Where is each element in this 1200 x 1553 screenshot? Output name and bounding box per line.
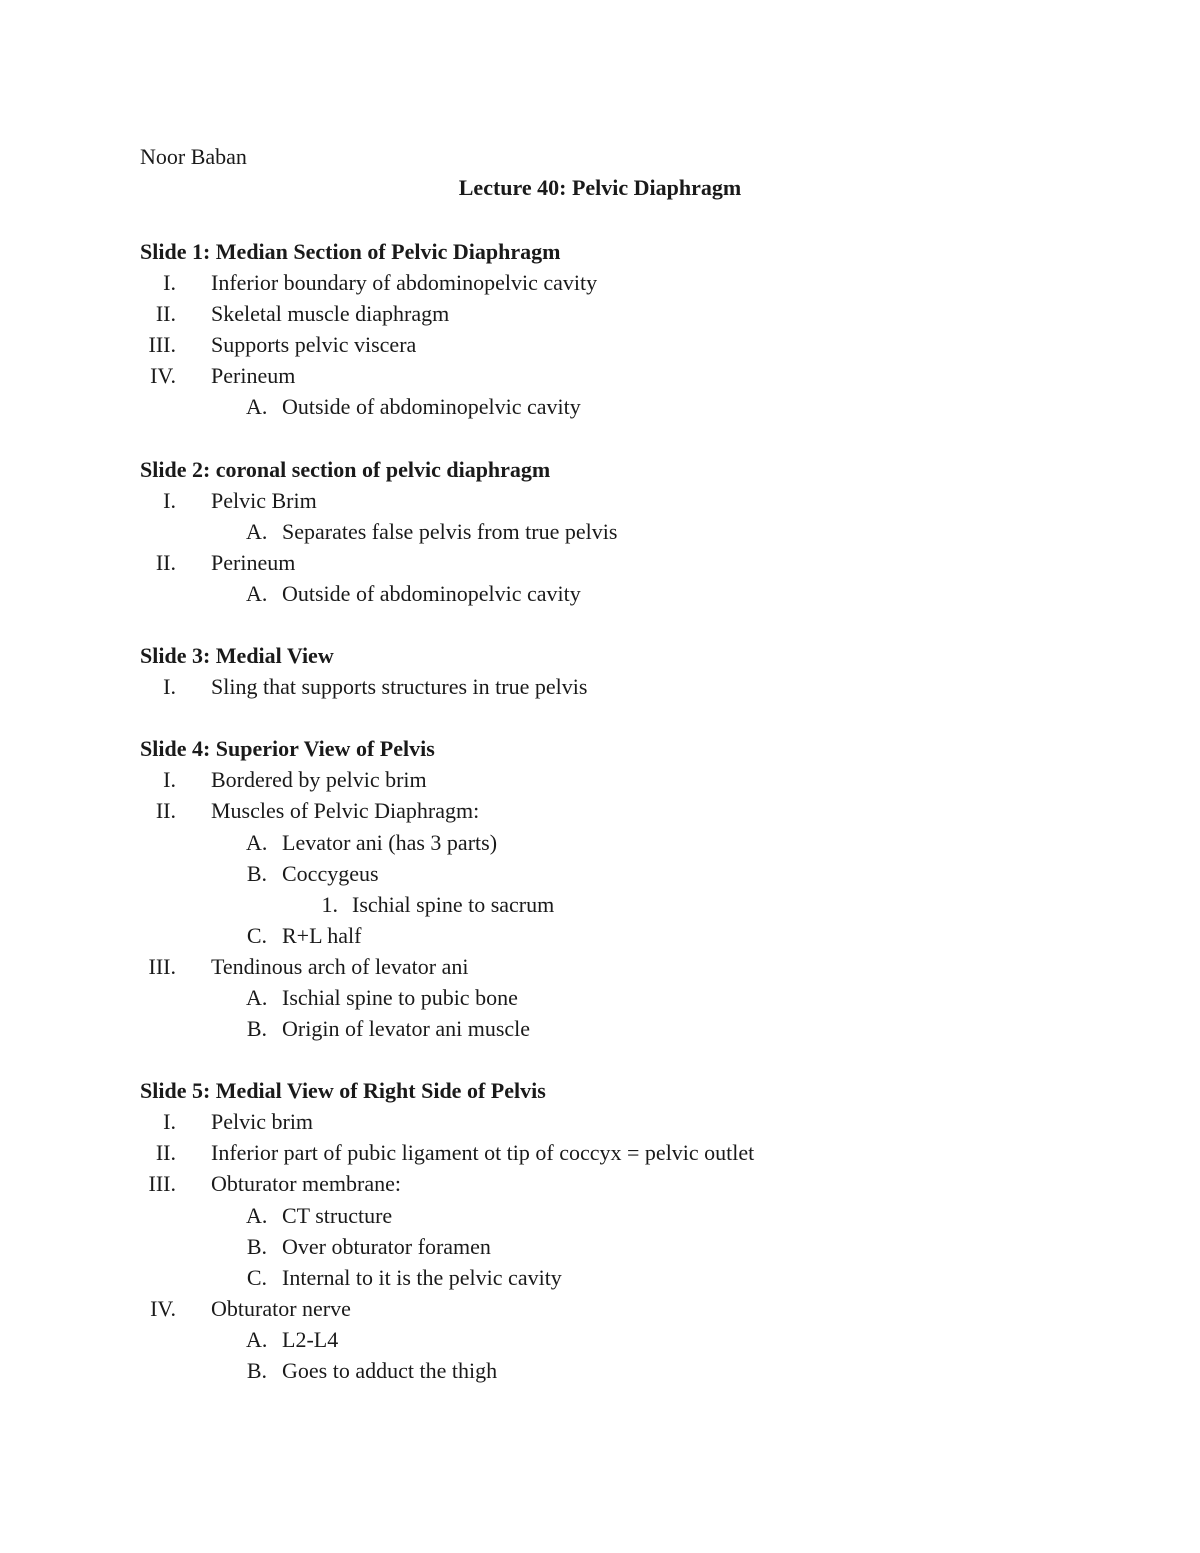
item-text: Levator ani (has 3 parts) [282,829,498,855]
outline-item-level-1 [140,795,1100,826]
item-text: Outside of abdominopelvic cavity [282,394,581,420]
outline-item-level-2 [140,1355,1100,1386]
item-number: II. [155,1140,176,1166]
item-text: Internal to it is the pelvic cavity [282,1264,562,1290]
outline-item-level-2 [140,920,1100,951]
item-text: Tendinous arch of levator ani [211,953,469,979]
outline-item-level-2 [140,858,1100,889]
outline-item-level-2 [140,1262,1100,1293]
item-text: Pelvic Brim [211,487,317,513]
item-text: Ischial spine to pubic bone [282,984,518,1010]
outline-item-level-1 [140,1293,1100,1324]
outline-item-level-2 [140,391,1100,422]
item-number: A. [246,580,268,606]
item-number: III. [148,1171,176,1197]
slide-section [140,733,1100,1044]
item-text: Supports pelvic viscera [211,332,417,358]
item-number: IV. [150,363,176,389]
item-number: I. [163,674,176,700]
item-text: R+L half [282,922,362,948]
outline-item-level-1 [140,298,1100,329]
section-heading: Slide 2: coronal section of pelvic diaphragm [140,456,551,482]
outline-item-level-2 [140,516,1100,547]
item-text: Obturator membrane: [211,1171,401,1197]
document-title: Lecture 40: Pelvic Diaphragm [458,175,742,200]
outline-item-level-2 [140,578,1100,609]
outline-item-level-2 [140,1324,1100,1355]
outline-item-level-3 [140,889,1100,920]
outline-item-level-1 [140,485,1100,516]
outline-item-level-1 [140,360,1100,391]
item-number: I. [163,767,176,793]
item-text: Goes to adduct the thigh [282,1358,498,1383]
item-number: III. [148,332,176,358]
outline-item-level-1 [140,764,1100,795]
item-text: L2-L4 [282,1326,339,1352]
item-number: II. [155,798,176,824]
item-text: Sling that supports structures in true pelvis [211,674,588,700]
item-number: II. [155,549,176,575]
item-number: B. [246,860,267,886]
item-text: Separates false pelvis from true pelvis [282,518,618,544]
item-text: Bordered by pelvic brim [211,767,427,793]
item-number: I. [163,487,176,513]
item-number: B. [246,1016,267,1042]
item-number: C. [246,922,267,948]
item-text: Skeletal muscle diaphragm [211,301,450,327]
item-text: Outside of abdominopelvic cavity [282,580,581,606]
outline-item-level-2 [140,1231,1100,1262]
item-number: A. [246,984,268,1010]
item-text: Pelvic brim [211,1109,314,1135]
outline-item-level-1 [140,547,1100,578]
item-number: II. [155,301,176,327]
item-text: Perineum [211,363,296,389]
outline-item-level-1 [140,1106,1100,1137]
item-text: Over obturator foramen [282,1233,491,1259]
item-text: Inferior part of pubic ligament ot tip of coccyx = pelvic outlet [211,1140,755,1166]
outline-item-level-1 [140,951,1100,982]
item-number: C. [246,1264,267,1290]
item-number: A. [246,394,268,420]
outline-item-level-1 [140,267,1100,298]
slide-section [140,1075,1100,1386]
item-number: A. [246,829,268,855]
item-number: 1. [321,891,338,917]
item-text: Muscles of Pelvic Diaphragm: [211,798,480,824]
item-text: CT structure [282,1202,393,1228]
item-number: B. [246,1233,267,1259]
outline-item-level-2 [140,1200,1100,1231]
item-text: Obturator nerve [211,1295,351,1321]
slide-section [140,454,1100,609]
outline-item-level-1 [140,1168,1100,1199]
section-heading: Slide 4: Superior View of Pelvis [140,736,435,762]
item-number: III. [148,953,176,979]
item-number: A. [246,1202,268,1228]
item-text: Ischial spine to sacrum [352,891,555,917]
section-heading: Slide 5: Medial View of Right Side of Pelvis [140,1078,546,1104]
item-text: Inferior boundary of abdominopelvic cavity [211,270,598,296]
outline-item-level-1 [140,671,1100,702]
outline-item-level-2 [140,982,1100,1013]
item-number: A. [246,518,268,544]
outline-item-level-2 [140,827,1100,858]
slide-section [140,236,1100,423]
section-heading: Slide 1: Median Section of Pelvic Diaphragm [140,239,561,264]
lecture-notes [140,236,1100,1417]
item-number: IV. [150,1295,176,1321]
item-number: A. [246,1326,268,1352]
item-text: Origin of levator ani muscle [282,1016,531,1042]
section-heading: Slide 3: Medial View [140,643,334,669]
author-name: Noor Baban [140,144,247,169]
slide-section [140,640,1100,702]
outline-item-level-2 [140,1013,1100,1044]
item-number: I. [163,270,176,296]
outline-item-level-1 [140,1137,1100,1168]
outline-item-level-1 [140,329,1100,360]
item-text: Coccygeus [282,860,379,886]
item-text: Perineum [211,549,296,575]
item-number: I. [163,1109,176,1135]
item-number: B. [246,1358,267,1383]
